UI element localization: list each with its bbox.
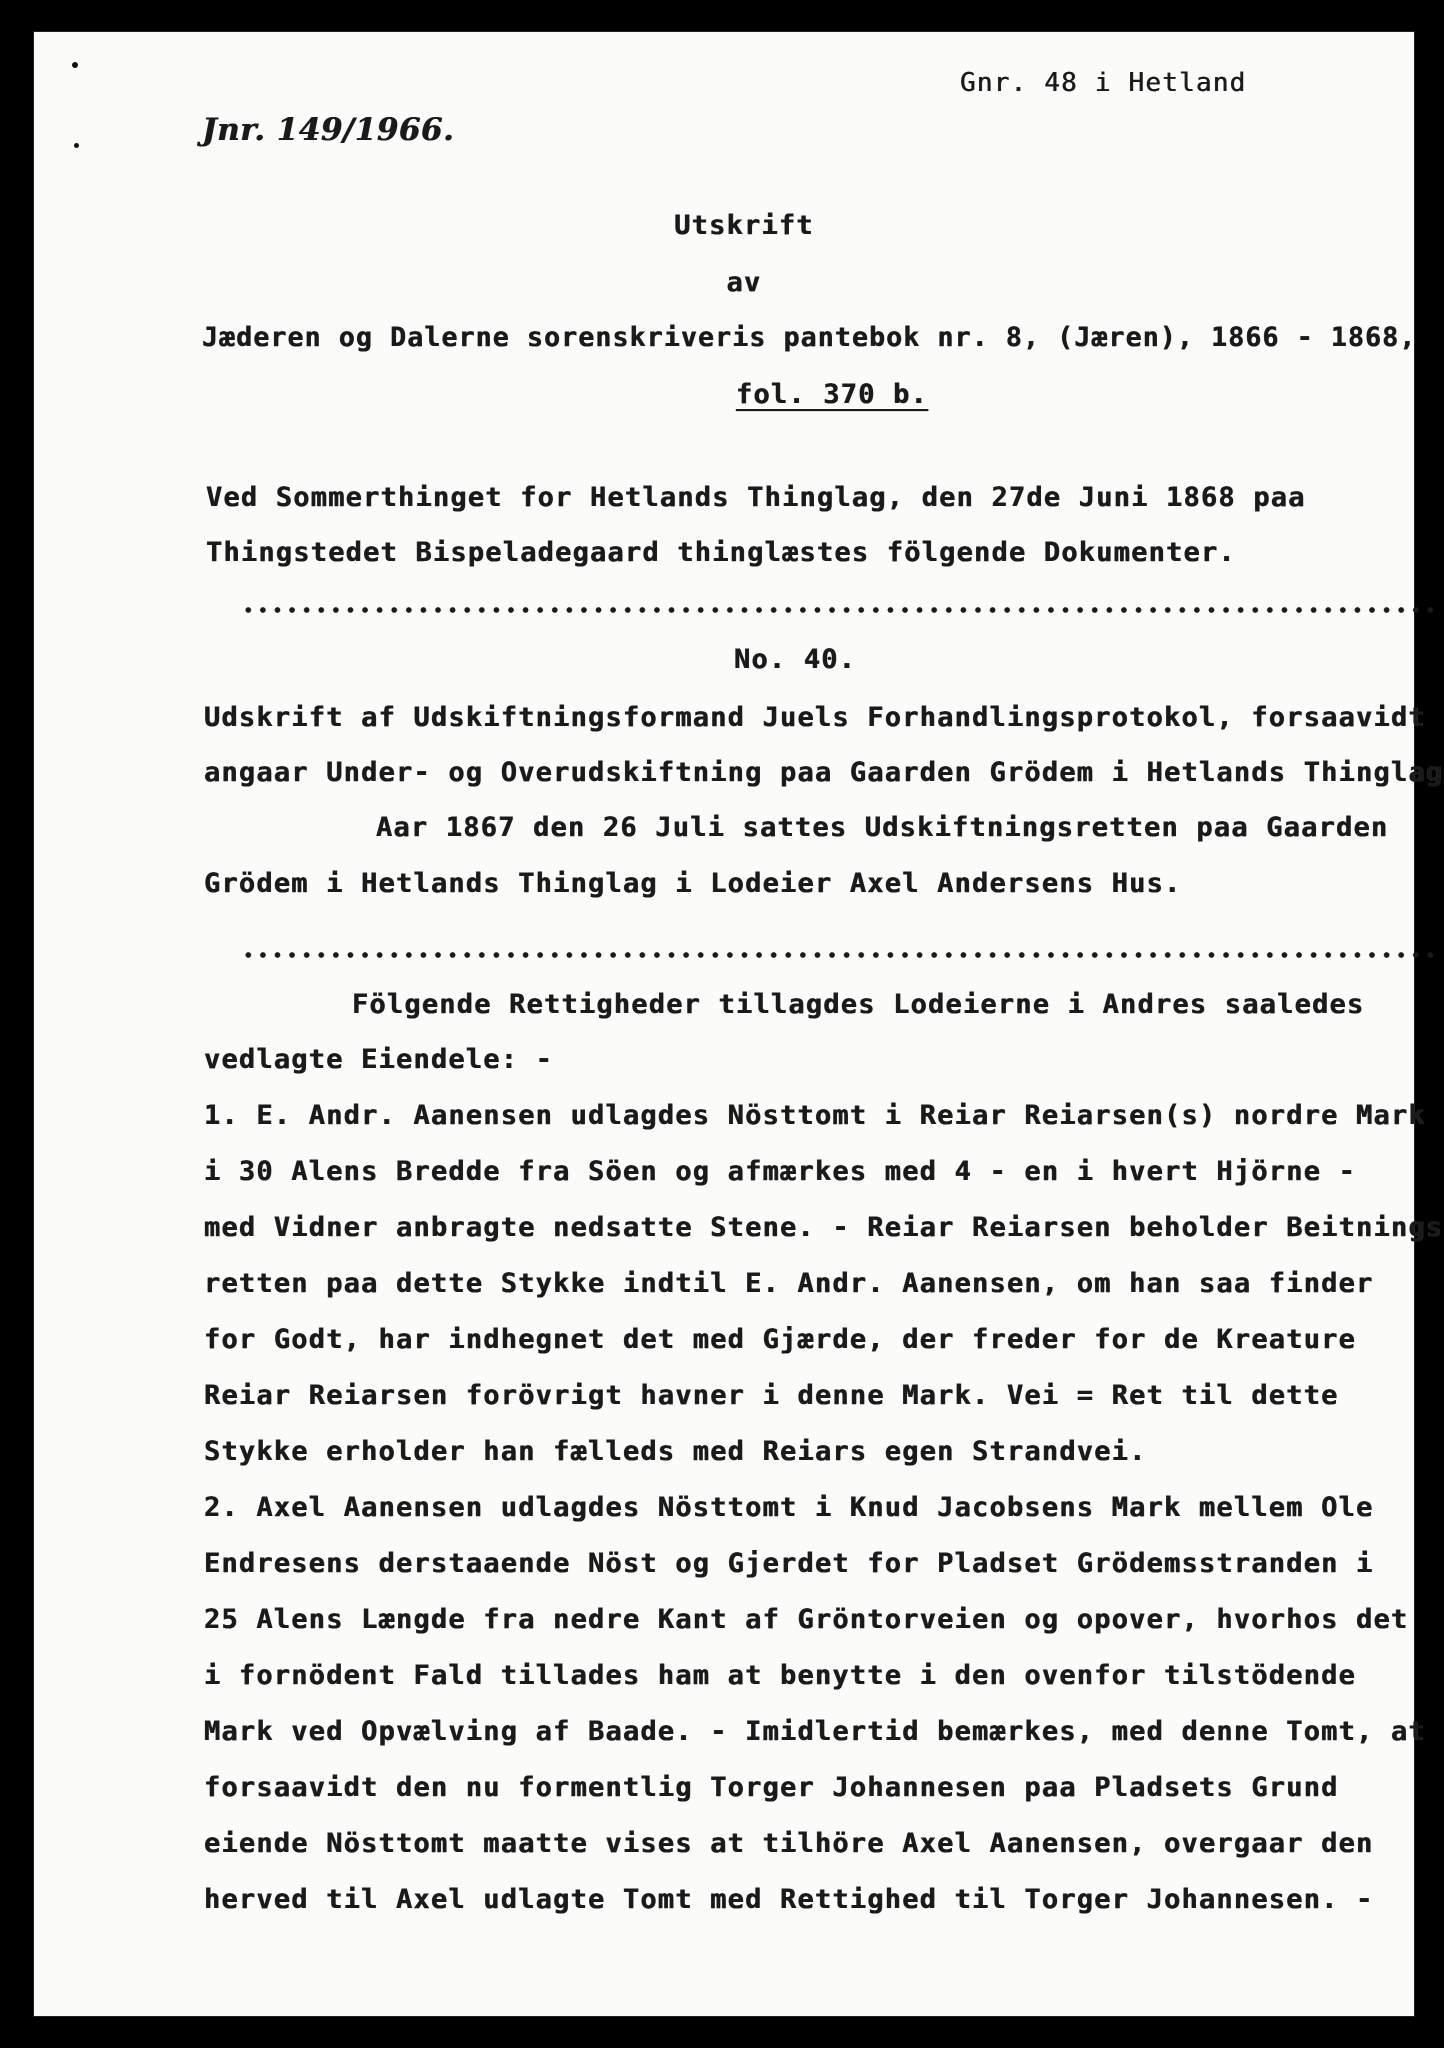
- body-line: Stykke erholder han fælleds med Reiars egen Strandvei.: [204, 1436, 1147, 1467]
- body-line: herved til Axel udlagte Tomt med Rettighed til Torger Johannesen. -: [204, 1884, 1374, 1915]
- journal-number: Jnr. 149/1966.: [202, 112, 455, 148]
- section-line: Aar 1867 den 26 Juli sattes Udskiftningsretten paa Gaarden: [376, 812, 1389, 843]
- body-line: Fölgende Rettigheder tillagdes Lodeierne i Andres saaledes: [352, 989, 1365, 1020]
- body-line: 2. Axel Aanensen udlagdes Nösttomt i Knud Jacobsens Mark mellem Ole: [204, 1492, 1374, 1523]
- dotted-separator: [241, 950, 1441, 960]
- body-line: i fornödent Fald tillades ham at benytte i den ovenfor tilstödende: [204, 1660, 1357, 1691]
- dotted-separator: [241, 605, 1441, 615]
- body-line: med Vidner anbragte nedsatte Stene. - Reiar Reiarsen beholder Beitnings: [204, 1212, 1444, 1243]
- body-line: i 30 Alens Bredde fra Söen og afmærkes med 4 - en i hvert Hjörne -: [204, 1156, 1357, 1187]
- section-line: Grödem i Hetlands Thinglag i Lodeier Axel Andersens Hus.: [204, 868, 1182, 899]
- farm-number-header: Gnr. 48 i Hetland: [960, 68, 1247, 98]
- body-line: eiende Nösttomt maatte vises at tilhöre Axel Aanensen, overgaar den: [204, 1828, 1374, 1859]
- body-line: for Godt, har indhegnet det med Gjærde, der freder for de Kreature: [204, 1324, 1357, 1355]
- intro-line-2: Thingstedet Bispeladegaard thinglæstes fölgende Dokumenter.: [206, 537, 1236, 568]
- page-speck: [74, 143, 79, 148]
- section-line: angaar Under- og Overudskiftning paa Gaarden Grödem i Hetlands Thinglag: [204, 757, 1444, 788]
- title-source: Jæderen og Dalerne sorenskriveris pantebok nr. 8, (Jæren), 1866 - 1868,: [202, 322, 1417, 353]
- body-line: 25 Alens Længde fra nedre Kant af Gröntorveien og opover, hvorhos det: [204, 1604, 1409, 1635]
- title-folio: fol. 370 b.: [736, 379, 929, 410]
- body-line: Reiar Reiarsen forövrigt havner i denne Mark. Vei = Ret til dette: [204, 1380, 1339, 1411]
- body-line: Endresens derstaaende Nöst og Gjerdet for Pladset Grödemsstranden i: [204, 1548, 1374, 1579]
- document-page: [34, 32, 1444, 2016]
- title-utskrift: Utskrift: [674, 210, 814, 241]
- page-speck: [72, 62, 78, 68]
- intro-line-1: Ved Sommerthinget for Hetlands Thinglag, den 27de Juni 1868 paa: [206, 482, 1306, 513]
- body-line: vedlagte Eiendele: -: [204, 1044, 554, 1075]
- body-line: Mark ved Opvælving af Baade. - Imidlertid bemærkes, med denne Tomt, at: [204, 1716, 1426, 1747]
- body-line: retten paa dette Stykke indtil E. Andr. Aanensen, om han saa finder: [204, 1268, 1374, 1299]
- body-line: 1. E. Andr. Aanensen udlagdes Nösttomt i Reiar Reiarsen(s) nordre Mark: [204, 1100, 1426, 1131]
- title-av: av: [726, 267, 762, 298]
- body-line: forsaavidt den nu formentlig Torger Johannesen paa Pladsets Grund: [204, 1772, 1339, 1803]
- section-number: No. 40.: [734, 644, 857, 675]
- section-line: Udskrift af Udskiftningsformand Juels Forhandlingsprotokol, forsaavidt: [204, 702, 1426, 733]
